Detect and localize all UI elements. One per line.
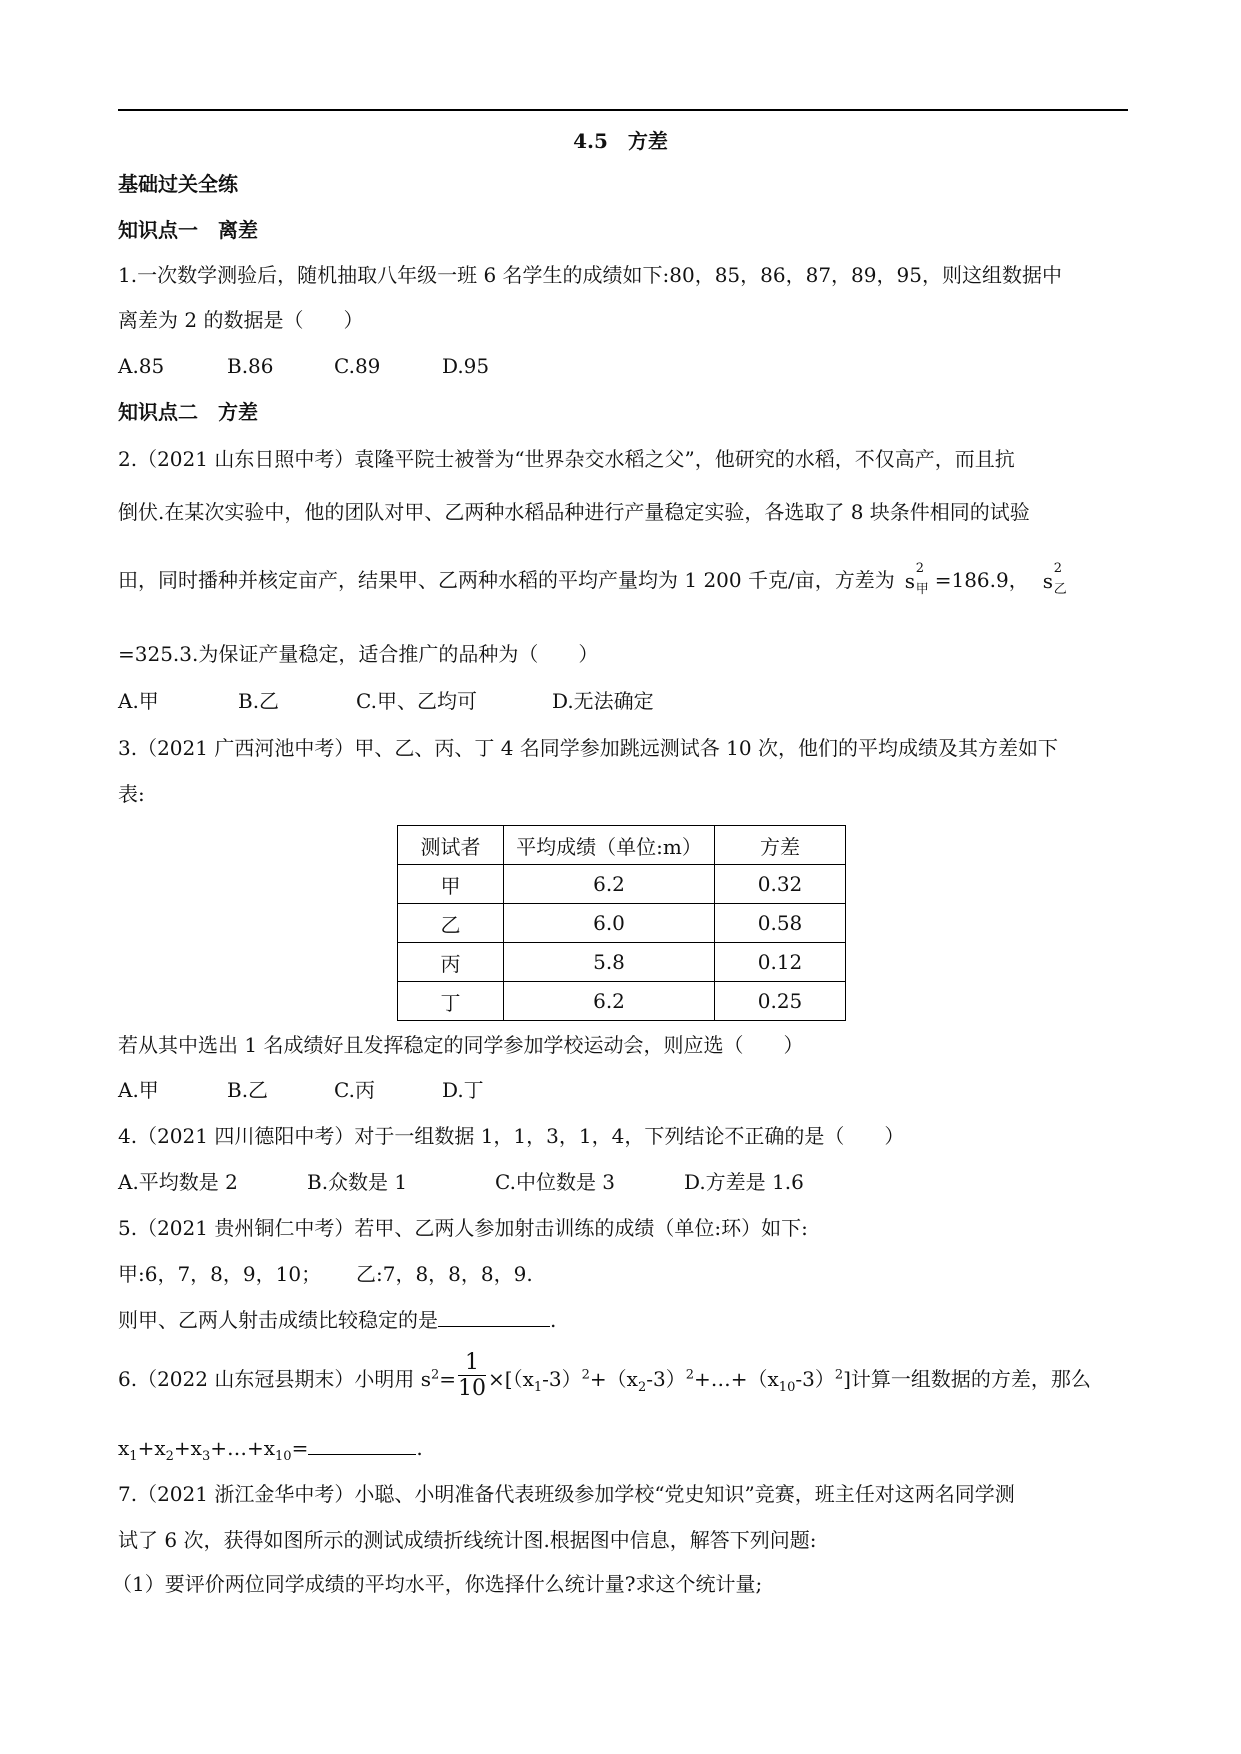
q2-options [118,689,654,713]
q2-option-b: B.乙 [238,689,280,713]
q4-option-d: D.方差是 1.6 [684,1170,804,1194]
q1-text-line1: 1.一次数学测验后，随机抽取八年级一班 6 名学生的成绩如下:80，85，86，87，89，95，则这组数据中 [118,263,1062,287]
q1-option-c: C.89 [334,354,381,378]
answer-blank[interactable] [438,1308,550,1327]
table-cell: 丁 [398,982,504,1021]
q1-options [118,354,489,378]
table-header-cell: 测试者 [398,826,504,865]
q4-text-line1: 4.（2021 四川德阳中考）对于一组数据 1，1，3，1，4，下列结论不正确的是（ ） [118,1124,905,1148]
table-cell: 6.2 [504,865,715,904]
table-row [398,943,846,982]
table-cell: 0.12 [715,943,846,982]
table-cell: 乙 [398,904,504,943]
q2-text-line4: =325.3.为保证产量稳定，适合推广的品种为（ ） [118,642,599,666]
q1-text-line2: 离差为 2 的数据是（ ） [118,308,364,332]
q1-option-a: A.85 [118,354,165,378]
score-variance-table [397,825,846,1021]
q5-text-line3: 则甲、乙两人射击成绩比较稳定的是 . [118,1308,557,1332]
q5-text-line1: 5.（2021 贵州铜仁中考）若甲、乙两人参加射击训练的成绩（单位:环）如下: [118,1216,808,1240]
table-cell: 6.2 [504,982,715,1021]
q3-option-a: A.甲 [118,1078,159,1102]
table-row [398,982,846,1021]
table-cell: 0.58 [715,904,846,943]
q7-text-line3: （1）要评价两位同学成绩的平均水平，你选择什么统计量?求这个统计量; [112,1572,763,1596]
q4-option-a: A.平均数是 2 [118,1170,238,1194]
q7-text-line1: 7.（2021 浙江金华中考）小聪、小明准备代表班级参加学校“党史知识”竞赛，班主任对这两名同学测 [118,1482,1015,1506]
variance-value-jia: =186.9， [934,568,1029,592]
q3-option-d: D.丁 [442,1078,484,1102]
q2-text-line3a: 田，同时播种并核定亩产，结果甲、乙两种水稻的平均产量均为 1 200 千克/亩，方差为 [118,568,895,592]
q2-text-line1: 2.（2021 山东日照中考）袁隆平院士被誉为“世界杂交水稻之父”，他研究的水稻，不仅高产，而且抗 [118,447,1015,471]
q3-option-c: C.丙 [334,1078,375,1102]
section-heading: 基础过关全练 [118,172,238,196]
table-cell: 丙 [398,943,504,982]
variance-symbol-yi: s 2 乙 [1042,561,1067,597]
table-row [398,865,846,904]
knowledge-point-2: 知识点二 方差 [118,400,258,424]
q3-text-line1: 3.（2021 广西河池中考）甲、乙、丙、丁 4 名同学参加跳远测试各 10 次，他们的平均成绩及其方差如下 [118,736,1058,760]
q1-option-b: B.86 [227,354,274,378]
table-cell: 5.8 [504,943,715,982]
table-cell: 甲 [398,865,504,904]
knowledge-point-1: 知识点一 离差 [118,218,258,242]
table-cell: 0.25 [715,982,846,1021]
table-row [398,904,846,943]
q2-option-d: D.无法确定 [552,689,654,713]
q2-text-line3 [118,561,1073,597]
q5-yi-scores: 乙:7，8，8，8，9. [356,1262,533,1286]
q2-option-a: A.甲 [118,689,159,713]
q1-option-d: D.95 [442,354,490,378]
table-header-cell: 方差 [715,826,846,865]
q3-option-b: B.乙 [227,1078,269,1102]
q5-data-line [118,1262,533,1286]
header-rule [118,109,1128,111]
q4-option-b: B.众数是 1 [307,1170,408,1194]
q2-text-line2: 倒伏.在某次实验中，他的团队对甲、乙两种水稻品种进行产量稳定实验，各选取了 8 块条件相同的试验 [118,500,1030,524]
q5-jia-scores: 甲:6，7，8，9，10； [118,1262,322,1286]
fraction-one-tenth: $\frac{1}{10}$ [458,1350,487,1401]
table-header-cell: 平均成绩（单位:m） [504,826,715,865]
variance-symbol-jia: s 2 甲 [904,561,929,597]
q7-text-line2: 试了 6 次，获得如图所示的测试成绩折线统计图.根据图中信息，解答下列问题: [118,1528,817,1552]
q4-option-c: C.中位数是 3 [495,1170,616,1194]
q6-text-line1: 6.（2022 山东冠县期末）小明用 $s^2=$ $\frac{1}{10}$ $\times[(x_1-3)^2+(x_2-3)^2+\dots+(x_{10}-3)^2]$计算一组数据的方差，那么 [118,1350,1091,1401]
table-header-row [398,826,846,865]
page-title: 4.5 方差 [573,129,668,153]
table-cell: 0.32 [715,865,846,904]
q3-options [118,1078,484,1102]
q3-text-line3: 若从其中选出 1 名成绩好且发挥稳定的同学参加学校运动会，则应选（ ） [118,1033,804,1057]
q3-text-line2: 表: [118,782,145,806]
answer-blank[interactable] [308,1436,416,1455]
table-cell: 6.0 [504,904,715,943]
q2-option-c: C.甲、乙均可 [356,689,477,713]
q6-text-line2: $x_1+x_2+x_3+\dots+x_{10}=$ . [118,1436,423,1464]
q4-options [118,1170,804,1194]
